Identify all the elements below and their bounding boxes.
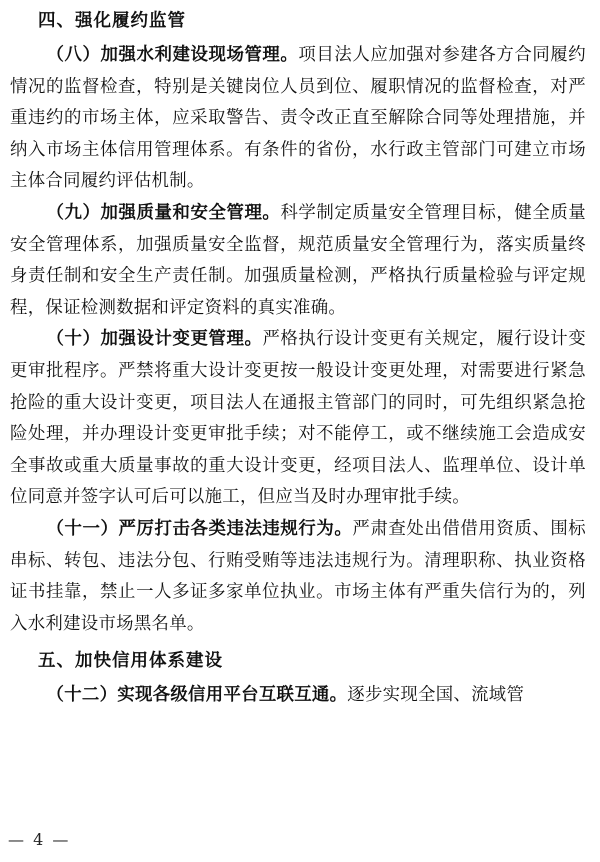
section-heading: 五、加快信用体系建设 <box>38 651 223 672</box>
paragraph-text: 严肃查处出借借用资质、围标串标、转包、违法分包、行贿受贿等违法违规行为。清理职称、执业资格证书挂靠，禁止一人多证多家单位执业。市场主体有严重失信行为的，列入水利建设市场黑名单。 <box>10 518 586 634</box>
section-4 <box>10 8 586 640</box>
paragraph-text: 严格执行设计变更有关规定，履行设计变更审批程序。严禁将重大设计变更按一般设计变更处理，对需要进行紧急抢险的重大设计变更，项目法人在通报主管部门的同时，可先组织紧急抢险处理，并办理设计变更审批手续；对不能停工，或不继续施工会造成安全事故或重大质量事故的重大设计变更，经项目法人、监理单位、设计单位同意并签字认可后可以施工，但应当及时办理审批手续。 <box>10 329 586 508</box>
paragraph-8 <box>10 40 586 198</box>
paragraph-10 <box>10 324 586 514</box>
document-page <box>10 0 586 712</box>
page-number: — 4 — <box>8 830 71 849</box>
paragraph-9 <box>10 198 586 324</box>
paragraph-11 <box>10 514 586 640</box>
section-5 <box>10 648 586 712</box>
paragraph-lead: （九）加强质量和安全管理。 <box>46 202 281 223</box>
paragraph-lead: （十二）实现各级信用平台互联互通。 <box>46 685 348 706</box>
paragraph-lead: （十）加强设计变更管理。 <box>46 329 263 350</box>
paragraph-text: 科学制定质量安全管理目标，健全质量安全管理体系，加强质量安全监督，规范质量安全管理行为，落实质量终身责任制和安全生产责任制。加强质量检测，严格执行质量检验与评定规程，保证检测数据和评定资料的真实准确。 <box>10 202 586 318</box>
paragraph-lead: （八）加强水利建设现场管理。 <box>46 45 299 65</box>
paragraph-text: 项目法人应加强对参建各方合同履约情况的监督检查，特别是关键岗位人员到位、履职情况的监督检查，对严重违约的市场主体，应采取警告、责令改正直至解除合同等处理措施，并纳入市场主体信用管理体系。有条件的省份，水行政主管部门可建立市场主体合同履约评估机制。 <box>10 45 586 192</box>
paragraph-text: 逐步实现全国、流域管 <box>347 685 525 706</box>
section-heading: 四、强化履约监管 <box>38 11 186 31</box>
paragraph-lead: （十一）严厉打击各类违法违规行为。 <box>46 518 353 539</box>
paragraph-12 <box>10 680 586 712</box>
